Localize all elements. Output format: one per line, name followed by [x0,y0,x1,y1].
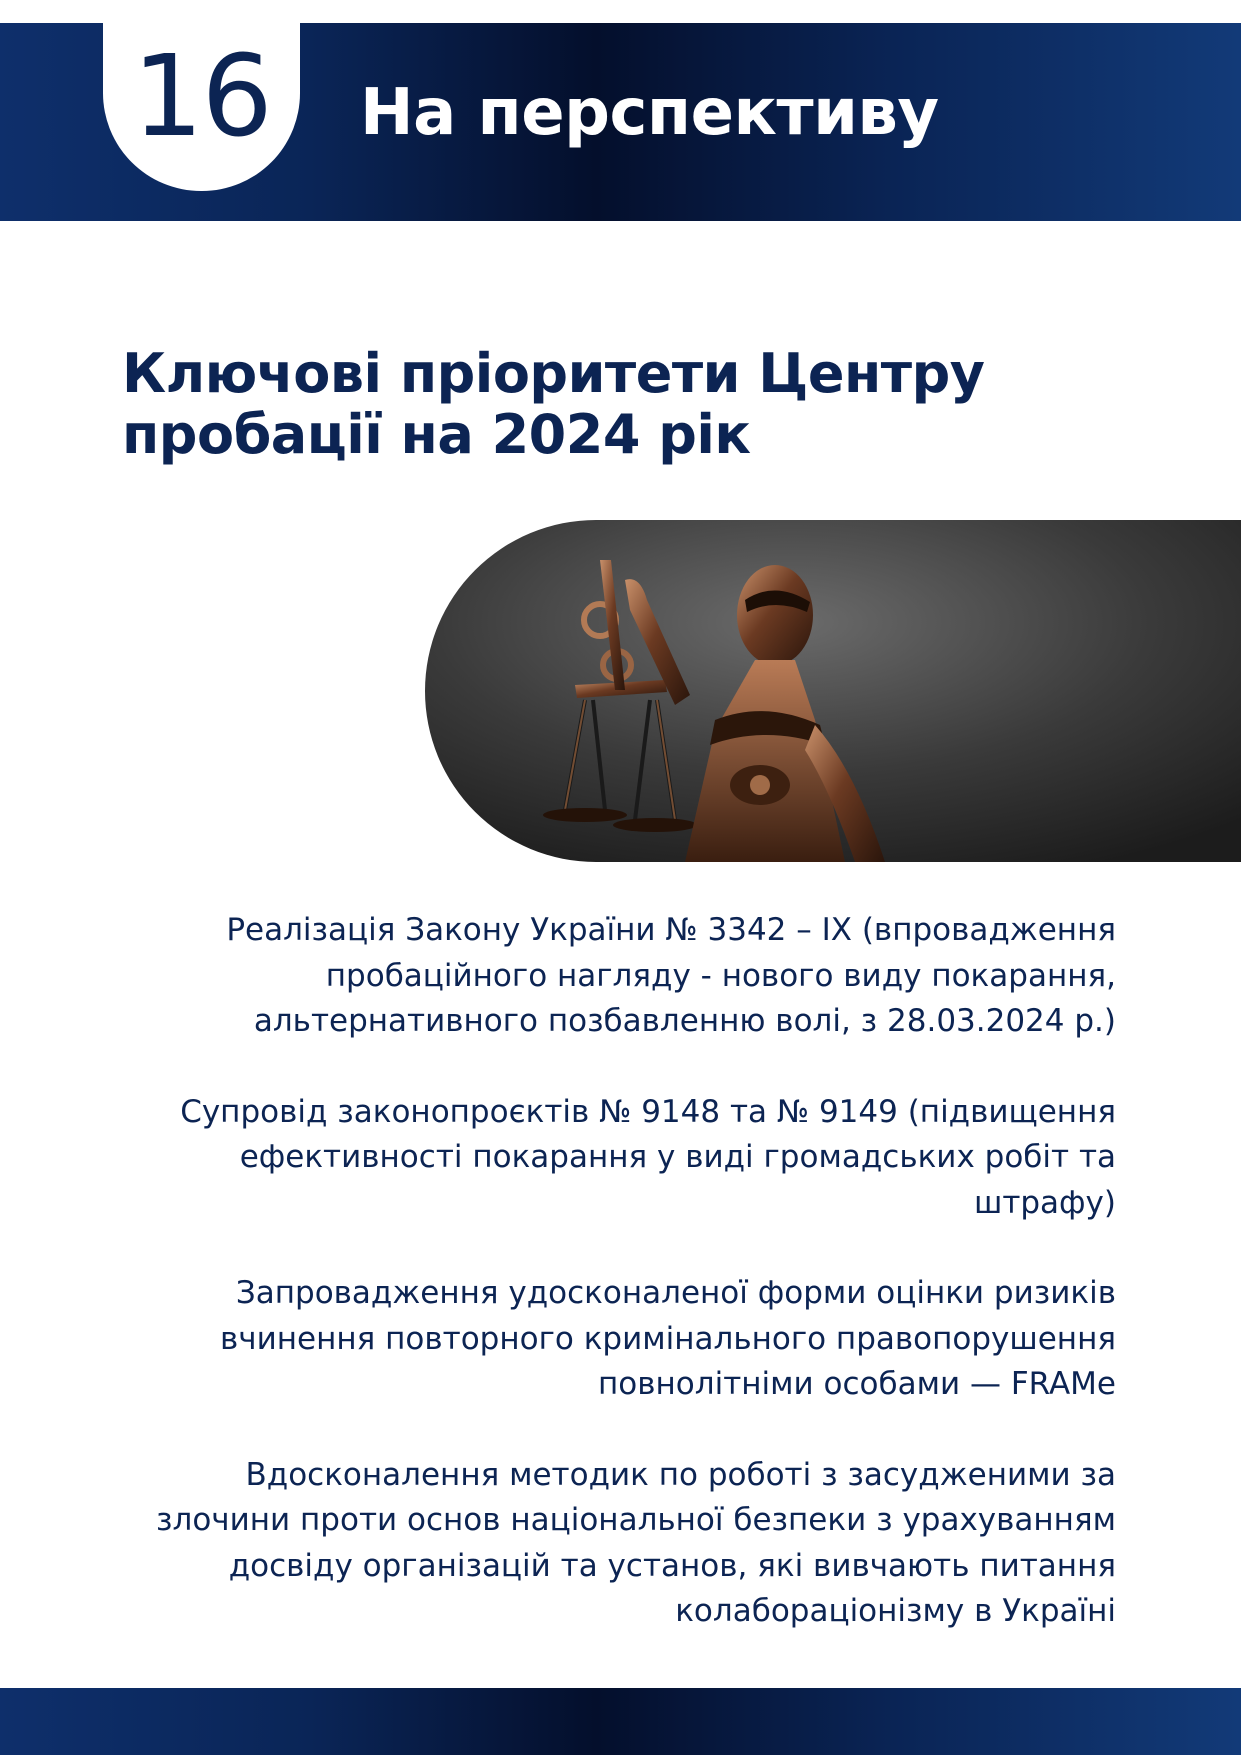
hero-image-lady-justice [425,520,1241,862]
priority-item: Реалізація Закону України № 3342 – ІХ (впровадження пробаційного нагляду - нового виду покарання, альтернативного позбавленню волі, з 28.03.2024 р.) [226,912,1116,1039]
section-title: На перспективу [360,76,939,150]
priority-item: Супровід законопроєктів № 9148 та № 9149 (підвищення ефективності покарання у виді громадських робіт та штрафу) [180,1093,1116,1221]
footer-band [0,1688,1241,1755]
page-number: 16 [132,32,271,162]
priority-item: Вдосконалення методик по роботі з засудженими за злочини проти основ національної безпеки з урахуванням досвіду організацій та установ, які вивчають питання колабораціонізму в Україні [156,1456,1116,1629]
priorities-list [110,908,1116,1680]
priority-item: Запровадження удосконаленої форми оцінки ризиків вчинення повторного кримінального правопорушення повнолітніми особами — FRAMe [220,1275,1116,1402]
main-heading: Ключові пріоритети Центру пробації на 2024 рік [122,342,985,466]
